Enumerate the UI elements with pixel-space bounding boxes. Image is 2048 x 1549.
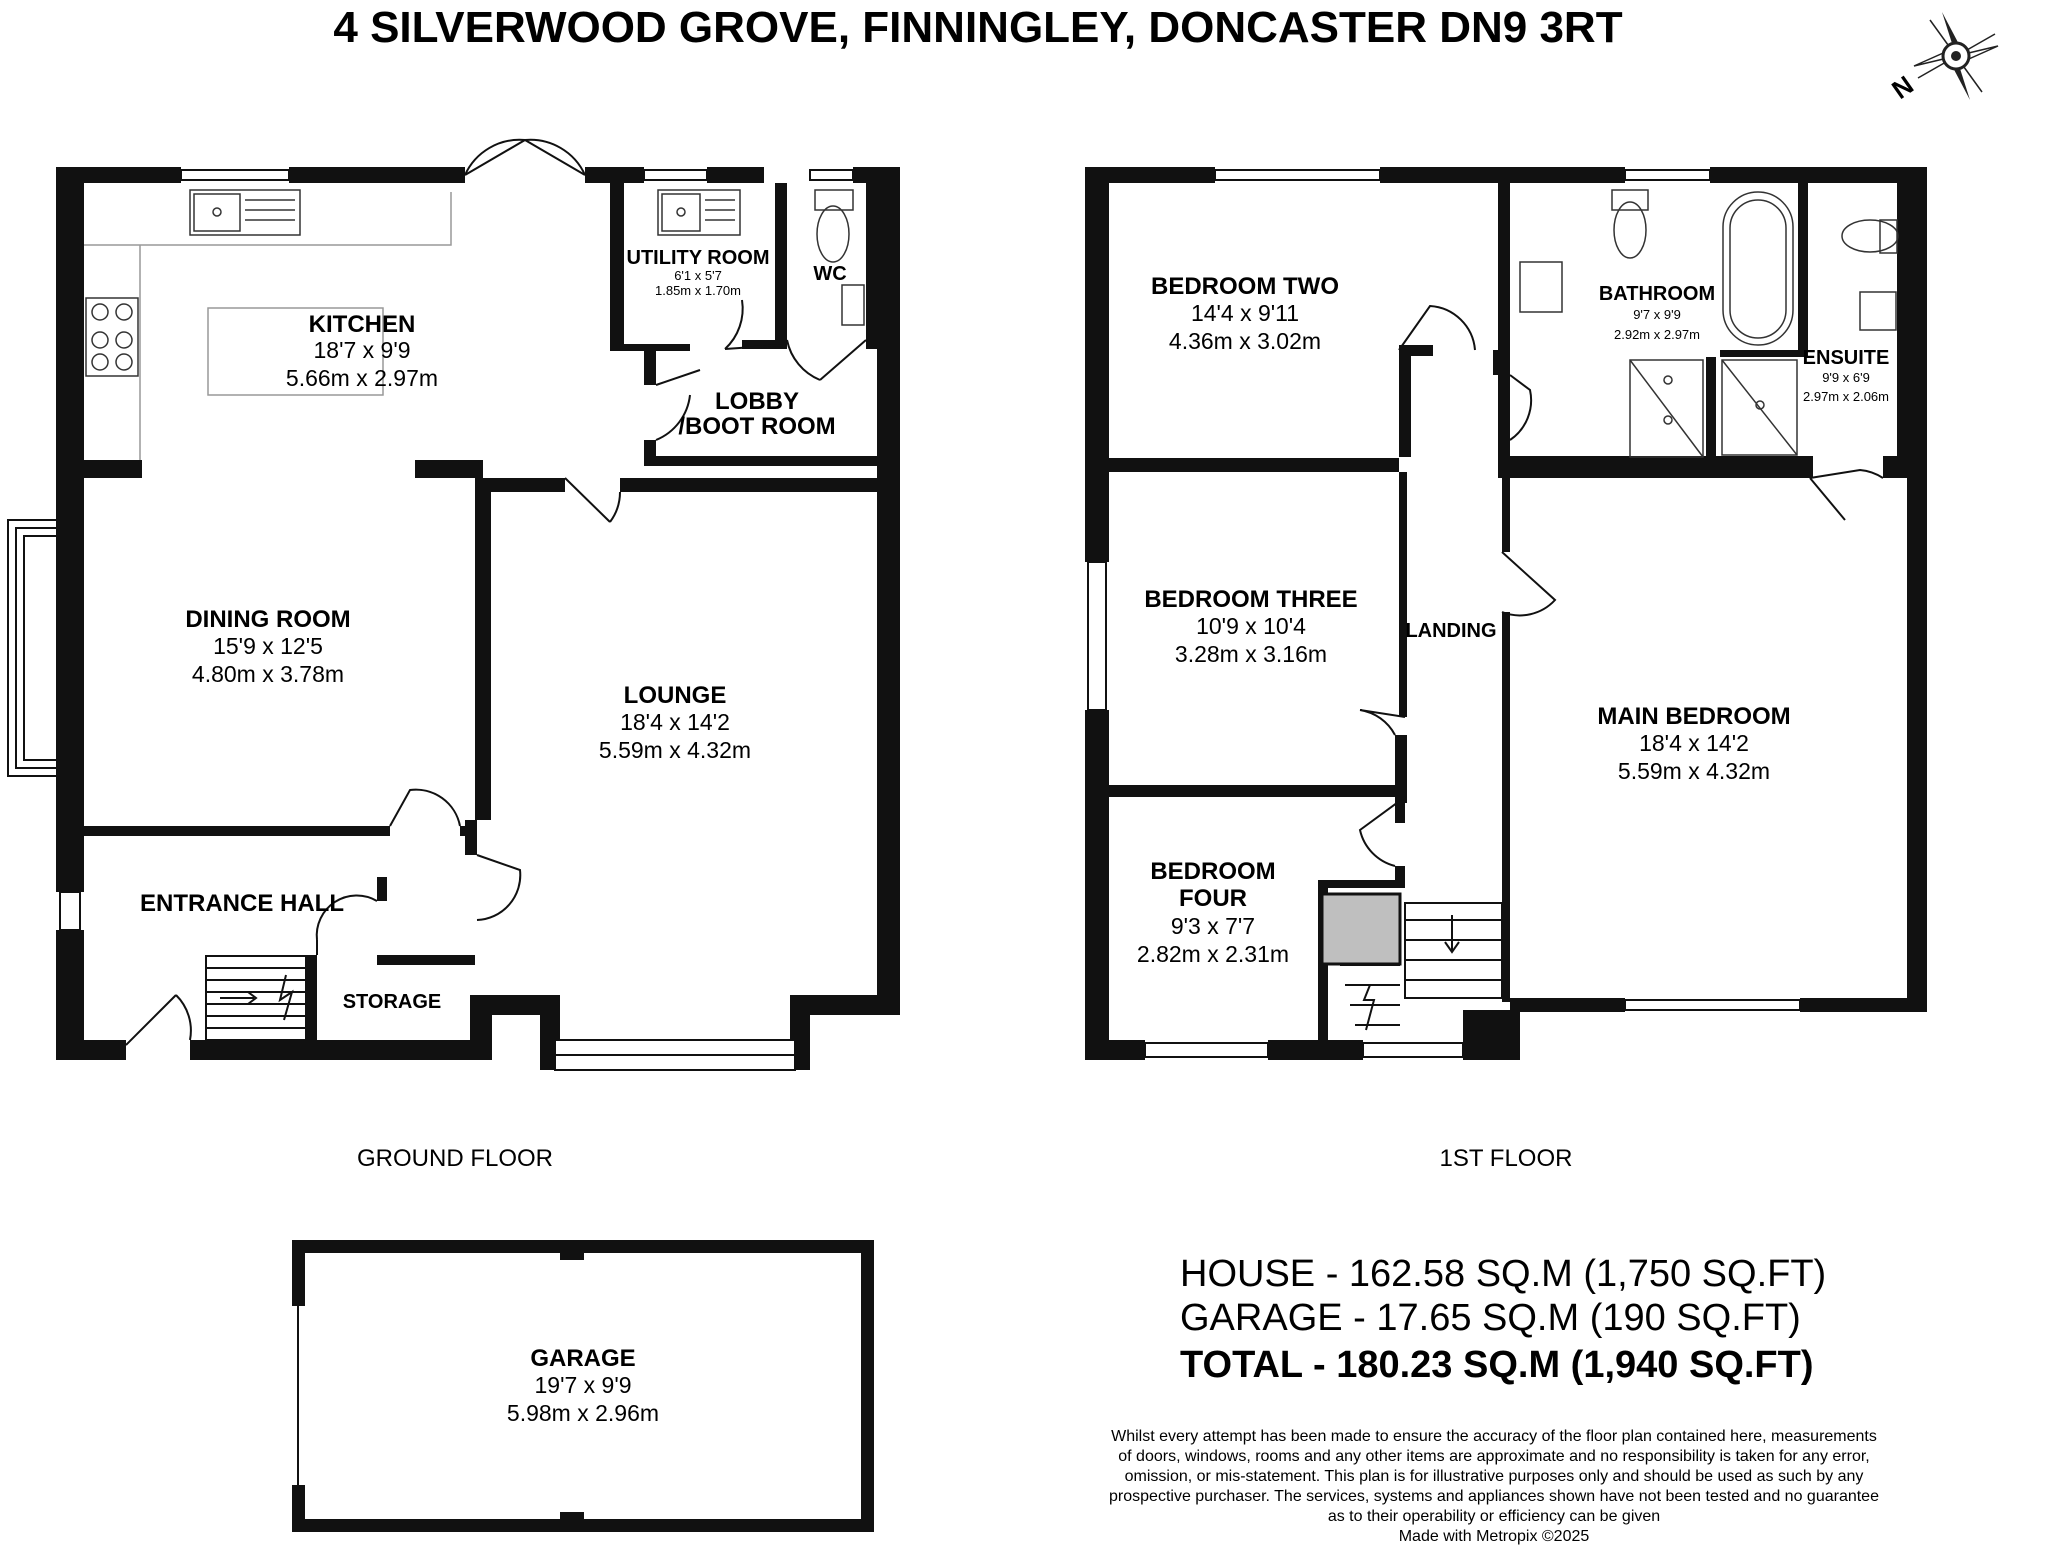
bedroom-two-dimensions-imperial: 14'4 x 9'11 <box>1190 300 1300 326</box>
kitchen-dimensions-metric: 5.66m x 2.97m <box>285 365 439 391</box>
garage-plan <box>292 1240 874 1532</box>
garage-dimensions-metric: 5.98m x 2.96m <box>506 1400 660 1426</box>
kitchen-name: KITCHEN <box>308 311 416 338</box>
main-bedroom-dimensions-imperial: 18'4 x 14'2 <box>1639 730 1749 756</box>
lobby-name-line2: /BOOT ROOM <box>678 413 836 440</box>
bedroom-four-dimensions-imperial: 9'3 x 7'7 <box>1170 913 1256 939</box>
disclaimer <box>1109 1428 1879 1545</box>
disclaimer-line: prospective purchaser. The services, systems and appliances shown have not been tested and no guarantee <box>1109 1488 1879 1505</box>
main-bedroom-dimensions-metric: 5.59m x 4.32m <box>1617 758 1771 784</box>
entrance-hall-name: ENTRANCE HALL <box>140 890 344 917</box>
stair-void <box>1322 894 1400 964</box>
disclaimer-line: Whilst every attempt has been made to ensure the accuracy of the floor plan contained here, measurements <box>1111 1428 1877 1445</box>
garage-dimensions-imperial: 19'7 x 9'9 <box>534 1372 632 1398</box>
bedroom-four-dimensions-metric: 2.82m x 2.31m <box>1136 941 1290 967</box>
kitchen-french-doors <box>465 140 585 175</box>
first-floor-label: 1ST FLOOR <box>1439 1145 1573 1172</box>
disclaimer-line: of doors, windows, rooms and any other items are approximate and no responsibility is taken for any error, <box>1118 1448 1870 1465</box>
garage-area: GARAGE - 17.65 SQ.M (190 SQ.FT) <box>1180 1297 1801 1339</box>
metropix-credit: Made with Metropix ©2025 <box>1398 1528 1590 1545</box>
area-summary <box>1180 1253 1826 1386</box>
bathroom-name: BATHROOM <box>1598 283 1716 305</box>
bedroom-two-name: BEDROOM TWO <box>1151 273 1339 300</box>
bedroom-three-name: BEDROOM THREE <box>1144 586 1358 613</box>
utility-room-dimensions-imperial: 6'1 x 5'7 <box>674 268 722 283</box>
lounge-name: LOUNGE <box>623 682 727 709</box>
dining-room-name: DINING ROOM <box>185 606 351 633</box>
main-bedroom-name: MAIN BEDROOM <box>1597 703 1791 730</box>
ground-floor-walls <box>56 167 900 1070</box>
ground-floor-plan <box>8 140 900 1172</box>
ground-floor-stairs <box>206 956 306 1040</box>
house-area: HOUSE - 162.58 SQ.M (1,750 SQ.FT) <box>1180 1253 1827 1295</box>
ground-floor-windows <box>60 170 853 1070</box>
compass-north-label: N <box>1886 69 1919 105</box>
bedroom-four-name-line1: BEDROOM <box>1150 858 1276 885</box>
lobby-name-line1: LOBBY <box>715 388 799 415</box>
disclaimer-line: as to their operability or efficiency can be given <box>1327 1508 1661 1525</box>
bedroom-three-dimensions-metric: 3.28m x 3.16m <box>1174 641 1328 667</box>
lounge-dimensions-metric: 5.59m x 4.32m <box>598 737 752 763</box>
utility-room-name: UTILITY ROOM <box>626 247 770 269</box>
bedroom-two-dimensions-metric: 4.36m x 3.02m <box>1168 328 1322 354</box>
bathroom-dimensions-metric: 2.92m x 2.97m <box>1614 327 1700 342</box>
storage-name: STORAGE <box>342 991 442 1013</box>
dining-room-dimensions-metric: 4.80m x 3.78m <box>191 661 345 687</box>
lounge-dimensions-imperial: 18'4 x 14'2 <box>620 709 730 735</box>
ensuite-dimensions-metric: 2.97m x 2.06m <box>1803 389 1889 404</box>
bathroom-dimensions-imperial: 9'7 x 9'9 <box>1633 307 1681 322</box>
disclaimer-line: omission, or mis-statement. This plan is for illustrative purposes only and should be used as such by any <box>1124 1468 1864 1485</box>
kitchen-dimensions-imperial: 18'7 x 9'9 <box>313 337 411 363</box>
total-area: TOTAL - 180.23 SQ.M (1,940 SQ.FT) <box>1180 1344 1814 1386</box>
compass-rose-icon <box>1886 12 1998 105</box>
first-floor-plan <box>1085 167 1927 1172</box>
ensuite-name: ENSUITE <box>1802 347 1890 369</box>
bedroom-four-name-line2: FOUR <box>1179 885 1247 912</box>
page-title: 4 SILVERWOOD GROVE, FINNINGLEY, DONCASTER DN9 3RT <box>333 3 1623 52</box>
landing-name: LANDING <box>1405 620 1497 642</box>
ground-floor-label: GROUND FLOOR <box>356 1145 554 1172</box>
bedroom-three-dimensions-imperial: 10'9 x 10'4 <box>1196 613 1306 639</box>
utility-room-dimensions-metric: 1.85m x 1.70m <box>655 283 741 298</box>
garage-name: GARAGE <box>530 1345 636 1372</box>
wc-name: WC <box>813 263 847 285</box>
ensuite-dimensions-imperial: 9'9 x 6'9 <box>1822 370 1870 385</box>
dining-room-dimensions-imperial: 15'9 x 12'5 <box>213 633 323 659</box>
